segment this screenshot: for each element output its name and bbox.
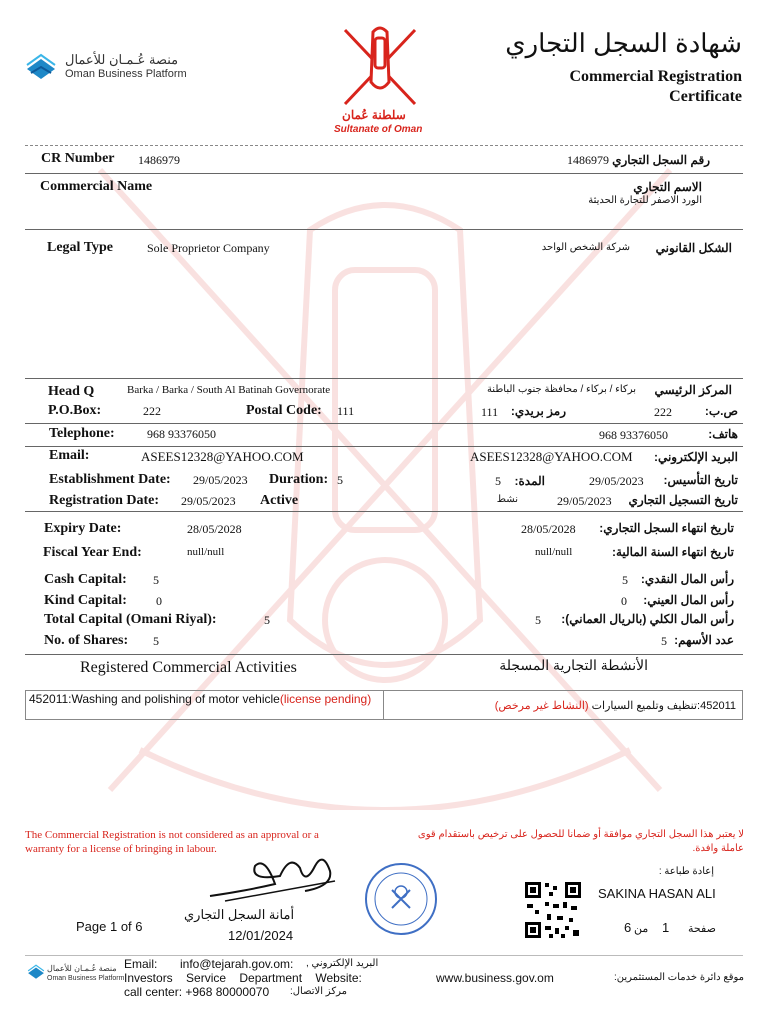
signature-icon xyxy=(205,846,345,906)
total-capital-label-ar: رأس المال الكلي (بالريال العماني): xyxy=(561,612,734,626)
total-capital-value-ar: 5 xyxy=(535,613,541,627)
footer-email-label-ar: البريد الإلكتروني , xyxy=(306,958,379,969)
email-value-en: ASEES12328@YAHOO.COM xyxy=(141,449,304,464)
khanjar-emblem-icon xyxy=(335,22,425,112)
certificate-title-en-1: Commercial Registration xyxy=(569,68,742,85)
postal-code-value-ar: 111 xyxy=(481,405,499,419)
disclaimer-ar: لا يعتبر هذا السجل التجاري موافقة أو ضمانا للحصول على ترخيص باستقدام قوى عاملة وافدة. xyxy=(417,829,744,854)
legal-type-label-ar: الشكل القانوني xyxy=(655,241,732,255)
email-label-ar: البريد الإلكتروني: xyxy=(653,450,738,464)
head-q-label: Head Q xyxy=(48,384,95,399)
fiscal-value-en: null/null xyxy=(187,546,225,558)
activity-note-en: (license pending) xyxy=(279,692,372,706)
reprint-label: إعادة طباعة : xyxy=(658,866,714,877)
shares-value-ar: 5 xyxy=(661,634,667,648)
activity-note-ar: (النشاط غير مرخص) xyxy=(494,700,589,712)
platform-name-ar: منصة عُـمـان للأعمال xyxy=(65,52,179,67)
establishment-label-ar: تاريخ التأسيس: xyxy=(663,473,738,487)
legal-type-value-en: Sole Proprietor Company xyxy=(147,241,270,255)
secretariat-ar: أمانة السجل التجاري xyxy=(184,907,295,922)
cash-capital-value-en: 5 xyxy=(153,573,159,587)
divider xyxy=(25,511,743,512)
legal-type-label: Legal Type xyxy=(47,240,113,255)
duration-value-en: 5 xyxy=(337,473,343,487)
footer-platform-ar: منصة عُـمـان للأعمال xyxy=(47,964,117,973)
head-q-value-ar: بركاء / بركاء / محافظة جنوب الباطنة xyxy=(486,384,636,395)
cr-number-label-ar: رقم السجل التجاري xyxy=(612,153,710,167)
duration-label-ar: المدة: xyxy=(514,474,545,488)
fiscal-label: Fiscal Year End: xyxy=(43,545,142,560)
platform-logo-icon xyxy=(25,53,57,81)
certificate-title-en-2: Certificate xyxy=(669,88,742,105)
registration-label-ar: تاريخ التسجيل التجاري xyxy=(628,493,738,507)
page-ar-total: 6 xyxy=(624,920,632,935)
telephone-label-ar: هاتف: xyxy=(708,427,738,441)
status-label-en: Active xyxy=(260,493,299,508)
divider xyxy=(25,654,743,655)
activity-code-ar: 452011:تنظيف وتلميع السيارات xyxy=(591,700,736,712)
activity-cell-divider xyxy=(383,691,384,719)
footer-email-value[interactable]: info@tejarah.gov.om: xyxy=(180,957,294,971)
expiry-label-ar: تاريخ انتهاء السجل التجاري: xyxy=(599,521,734,535)
official-stamp xyxy=(364,862,438,936)
footer-website[interactable]: www.business.gov.om xyxy=(436,971,554,985)
qr-code xyxy=(523,880,583,940)
activities-table xyxy=(25,690,743,720)
divider xyxy=(25,173,743,174)
kind-capital-value-ar: 0 xyxy=(621,594,627,608)
legal-type-value-ar: شركة الشخص الواحد xyxy=(541,242,630,253)
divider xyxy=(25,229,743,230)
commercial-name-label-ar: الاسم التجاري xyxy=(633,180,702,194)
footer-divider xyxy=(25,955,743,956)
footer-call-center: call center: +968 80000070 xyxy=(124,985,270,999)
pobox-label-ar: ص.ب: xyxy=(704,404,738,418)
page-ar-of: من xyxy=(634,923,649,935)
footer-investors-line: Investors Service Department Website: xyxy=(124,971,362,985)
head-q-value-en: Barka / Barka / South Al Batinah Governorate xyxy=(127,384,331,396)
cr-number-value-ar: 1486979 xyxy=(567,153,609,167)
platform-logo-icon xyxy=(27,964,45,980)
footer-platform-logo xyxy=(27,964,45,980)
sultanate-name-ar: سلطنة عُمان xyxy=(342,108,406,122)
postal-code-value-en: 111 xyxy=(337,404,355,418)
sultanate-emblem xyxy=(335,22,425,112)
expiry-value-ar: 28/05/2028 xyxy=(521,522,576,536)
cr-number-label: CR Number xyxy=(41,151,115,166)
cash-capital-label-ar: رأس المال النقدي: xyxy=(640,572,734,586)
footer-call-center-ar: مركز الاتصال: xyxy=(290,986,347,997)
certificate-title-ar: شهادة السجل التجاري xyxy=(505,28,742,58)
telephone-value-ar: 968 93376050 xyxy=(599,428,668,442)
signature xyxy=(205,846,345,906)
total-capital-value-en: 5 xyxy=(264,613,270,627)
registration-value-en: 29/05/2023 xyxy=(181,494,236,508)
kind-capital-label: Kind Capital: xyxy=(44,593,127,608)
activity-row-en xyxy=(29,692,379,706)
email-value-ar: ASEES12328@YAHOO.COM xyxy=(470,449,633,464)
pobox-value-en: 222 xyxy=(143,404,161,418)
fiscal-label-ar: تاريخ انتهاء السنة المالية: xyxy=(611,545,734,559)
platform-name-en: Oman Business Platform xyxy=(65,68,187,80)
pobox-label: P.O.Box: xyxy=(48,403,102,418)
expiry-label: Expiry Date: xyxy=(44,521,122,536)
divider xyxy=(25,446,743,447)
sultanate-name-en: Sultanate of Oman xyxy=(334,124,423,135)
activity-code-en: 452011:Washing and polishing of motor vehicle xyxy=(29,692,280,706)
stamp-icon xyxy=(364,862,438,936)
postal-code-label: Postal Code: xyxy=(246,403,322,418)
kind-capital-label-ar: رأس المال العيني: xyxy=(643,593,734,607)
cash-capital-value-ar: 5 xyxy=(622,573,628,587)
divider xyxy=(25,378,743,379)
registration-label: Registration Date: xyxy=(49,493,160,508)
kind-capital-value-en: 0 xyxy=(156,594,162,608)
duration-label: Duration: xyxy=(269,472,329,487)
divider xyxy=(25,423,743,424)
telephone-label: Telephone: xyxy=(49,426,115,441)
duration-value-ar: 5 xyxy=(495,474,501,488)
registration-value-ar: 29/05/2023 xyxy=(557,494,612,508)
page-ar-label: صفحة xyxy=(688,923,716,935)
disclaimer-en: The Commercial Registration is not considered as an approval or a warranty for a license of bringing in labour. xyxy=(25,829,319,855)
activities-title-ar: الأنشطة التجارية المسجلة xyxy=(499,657,648,673)
footer-email-label: Email: xyxy=(124,957,158,971)
expiry-value-en: 28/05/2028 xyxy=(187,522,242,536)
shares-label-ar: عدد الأسهم: xyxy=(674,633,734,647)
establishment-label: Establishment Date: xyxy=(49,472,171,487)
page-number-en: Page 1 of 6 xyxy=(76,919,143,934)
footer-investors-ar: موقع دائرة خدمات المستثمرين: xyxy=(613,972,744,983)
telephone-value-en: 968 93376050 xyxy=(147,427,216,441)
qr-code-icon xyxy=(523,880,583,940)
platform-logo xyxy=(25,53,57,81)
status-label-ar: نشط xyxy=(496,494,518,505)
shares-value-en: 5 xyxy=(153,634,159,648)
pobox-value-ar: 222 xyxy=(654,405,672,419)
commercial-name-label: Commercial Name xyxy=(40,179,153,194)
cr-number-value-en: 1486979 xyxy=(138,153,180,167)
establishment-value-en: 29/05/2023 xyxy=(193,473,248,487)
total-capital-label: Total Capital (Omani Riyal): xyxy=(44,612,217,627)
postal-code-label-ar: رمز بريدي: xyxy=(510,404,566,418)
activity-row-ar xyxy=(495,699,736,712)
activities-title-en: Registered Commercial Activities xyxy=(80,659,297,676)
email-label: Email: xyxy=(49,448,90,463)
cash-capital-label: Cash Capital: xyxy=(44,572,127,587)
footer-platform-en: Oman Business Platform xyxy=(47,975,125,982)
head-q-label-ar: المركز الرئيسي xyxy=(654,383,732,397)
page-ar-num: 1 xyxy=(662,920,670,935)
fiscal-value-ar: null/null xyxy=(535,546,573,558)
issue-date: 12/01/2024 xyxy=(228,928,294,943)
establishment-value-ar: 29/05/2023 xyxy=(589,474,644,488)
divider xyxy=(25,145,743,146)
reprinted-by: SAKINA HASAN ALI xyxy=(598,886,716,901)
commercial-name-value-ar: الورد الاصفر للتجارة الحديثة xyxy=(588,195,702,206)
shares-label: No. of Shares: xyxy=(44,633,129,648)
